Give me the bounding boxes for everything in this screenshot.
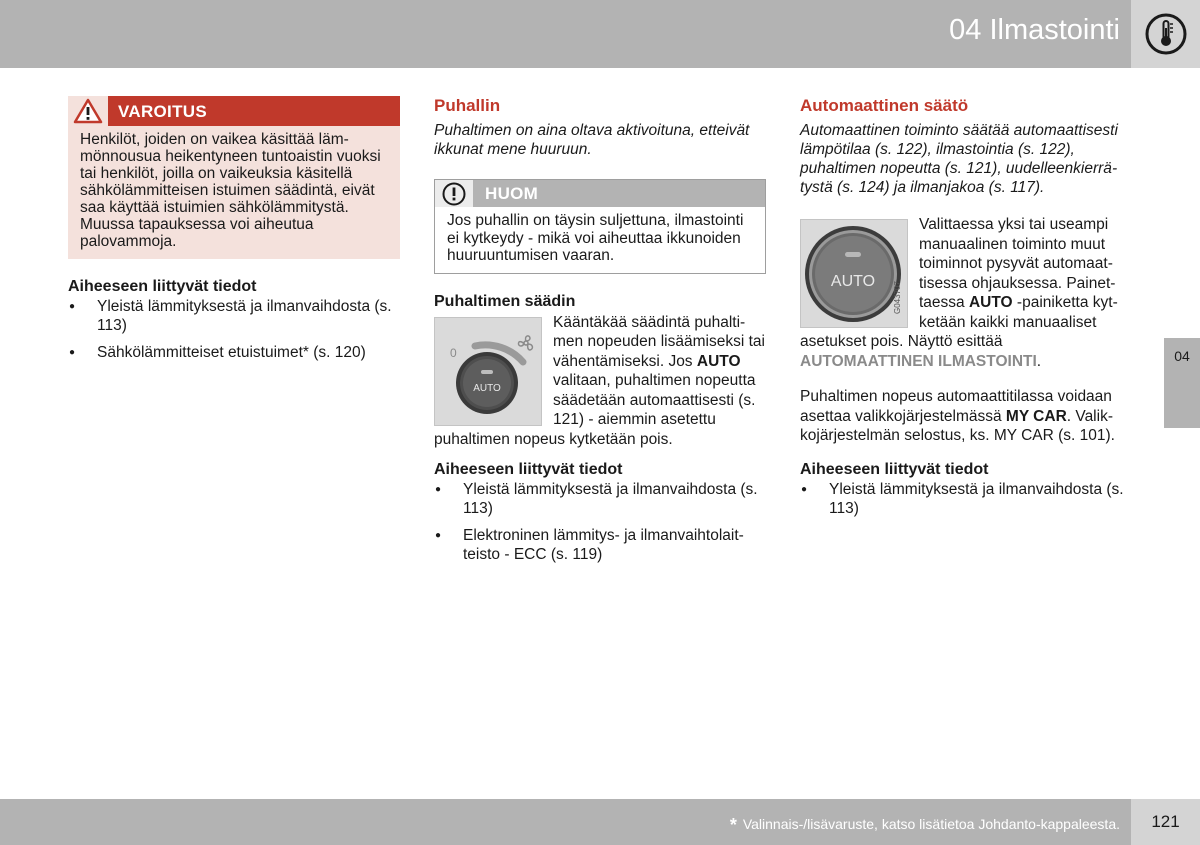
section-title-puhallin: Puhallin: [434, 96, 501, 115]
fan-text-b: valitaan, puhaltimen nopeutta säädetään automaattisesti (s. 121) - aiemmin asetettu puhaltimen nopeus kytketään pois.: [434, 372, 756, 448]
section-intro: Puhaltimen on aina oltava aktivoituna, etteivät ikkunat mene huuruun.: [434, 122, 750, 158]
auto-text-c: .: [1036, 352, 1042, 370]
auto-text-flow: [800, 215, 1132, 371]
note-text: Jos puhallin on täysin suljettuna, ilmastointi ei kytkeydy - mikä voi aiheuttaa ikkunoiden huuruuntumisen vaaran.: [447, 212, 744, 264]
column-1: [68, 96, 400, 370]
auto-button-image: [800, 219, 908, 328]
auto-text-b: -painiketta kytketään kaikki manuaaliset asetukset pois. Näyttö esittää: [800, 294, 1118, 350]
fan-control-block: [434, 313, 766, 450]
fan-knob-image: [434, 317, 542, 426]
related-link[interactable]: ● Yleistä lämmityksestä ja ilmanvaihdosta (s. 113): [800, 480, 1132, 518]
auto-keyword: AUTO: [696, 352, 741, 370]
page-number: 121: [1151, 812, 1180, 831]
related-link[interactable]: ● Yleistä lämmityksestä ja ilmanvaihdosta (s. 113): [68, 297, 400, 335]
warning-triangle-icon: [68, 96, 108, 126]
info-icon: [435, 180, 473, 207]
footer-note-text: Valinnais-/lisävaruste, katso lisätietoa Johdanto-kappaleesta.: [742, 816, 1120, 832]
fan-control-title: Puhaltimen säädin: [434, 292, 576, 310]
column-2: [434, 96, 766, 572]
para2-text-b: . Valikkojärjestelmän selostus, ks. MY CAR (s. 101).: [800, 407, 1115, 444]
chapter-side-tab[interactable]: 04: [1164, 338, 1200, 428]
related-list: [800, 480, 1132, 518]
section-title-auto: Automaattinen säätö: [800, 96, 969, 115]
note-header: [435, 180, 765, 207]
auto-button-label: AUTO: [830, 273, 876, 290]
warning-header: [68, 96, 400, 126]
related-title: Aiheeseen liittyvät tiedot: [800, 460, 989, 478]
auto-para-2: [800, 387, 1132, 446]
note-box: [434, 179, 766, 274]
footnote-star: *: [729, 815, 737, 835]
related-list: [68, 297, 400, 362]
chapter-title: 04 Ilmastointi: [949, 14, 1120, 46]
fan-text-flow: [434, 313, 766, 450]
auto-text-a: Valittaessa yksi tai useampi manuaalinen toiminto muut toiminnot pysyvät automaattisessa ohjauksessa. Painettaessa: [919, 216, 1116, 311]
para2-text-a: Puhaltimen nopeus automaattitilassa voidaan asettaa valikkojärjestelmässä: [800, 388, 1112, 425]
section-intro: Automaattinen toiminto säätää automaattisesti lämpötilaa (s. 122), ilmastointia (s. 122), puhaltimen nopeutta (s. 121), uudelleenkierrätystä (s. 124) ja ilmanjakoa (s. 117).: [800, 122, 1118, 196]
fan-zero-label: 0: [450, 345, 457, 360]
thermometer-icon: [1144, 12, 1188, 56]
note-label: HUOM: [485, 184, 539, 203]
related-link[interactable]: ● Yleistä lämmityksestä ja ilmanvaihdosta (s. 113): [434, 480, 766, 518]
related-list: [434, 480, 766, 564]
fan-icon: [518, 335, 532, 349]
my-car-keyword: MY CAR: [1005, 407, 1067, 425]
image-code: G043707: [893, 281, 902, 314]
auto-button-block: [800, 215, 1132, 371]
footer-note: [730, 815, 1120, 836]
related-link[interactable]: ● Elektroninen lämmitys- ja ilmanvaihtolaitteisto - ECC (s. 119): [434, 526, 766, 564]
warning-label: VAROITUS: [118, 101, 207, 121]
warning-text: Henkilöt, joiden on vaikea käsittää lämmönnousua heikentyneen tuntoaistin vuoksi tai henkilöt, joilla on vaikeuksia käsitellä sähkölämmitteisen istuimen säädintä, eivät saa käyttää istuimien sähkölämmitystä. Muussa tapauksessa voi aiheutua palovammoja.: [80, 131, 381, 250]
fan-text-a: Kääntäkää säädintä puhaltimen nopeuden lisäämiseksi tai vähentämiseksi. Jos: [553, 313, 765, 370]
chapter-icon-box: [1131, 0, 1200, 68]
fan-knob-label: AUTO: [473, 382, 501, 394]
column-3: [800, 96, 1132, 526]
display-text-keyword: AUTOMAATTINEN ILMASTOINTI: [800, 352, 1037, 370]
related-title: Aiheeseen liittyvät tiedot: [68, 278, 257, 295]
warning-box: [68, 96, 400, 259]
auto-keyword: AUTO: [968, 294, 1013, 311]
related-title: Aiheeseen liittyvät tiedot: [434, 461, 623, 478]
related-link[interactable]: ● Sähkölämmitteiset etuistuimet* (s. 120): [68, 343, 400, 362]
